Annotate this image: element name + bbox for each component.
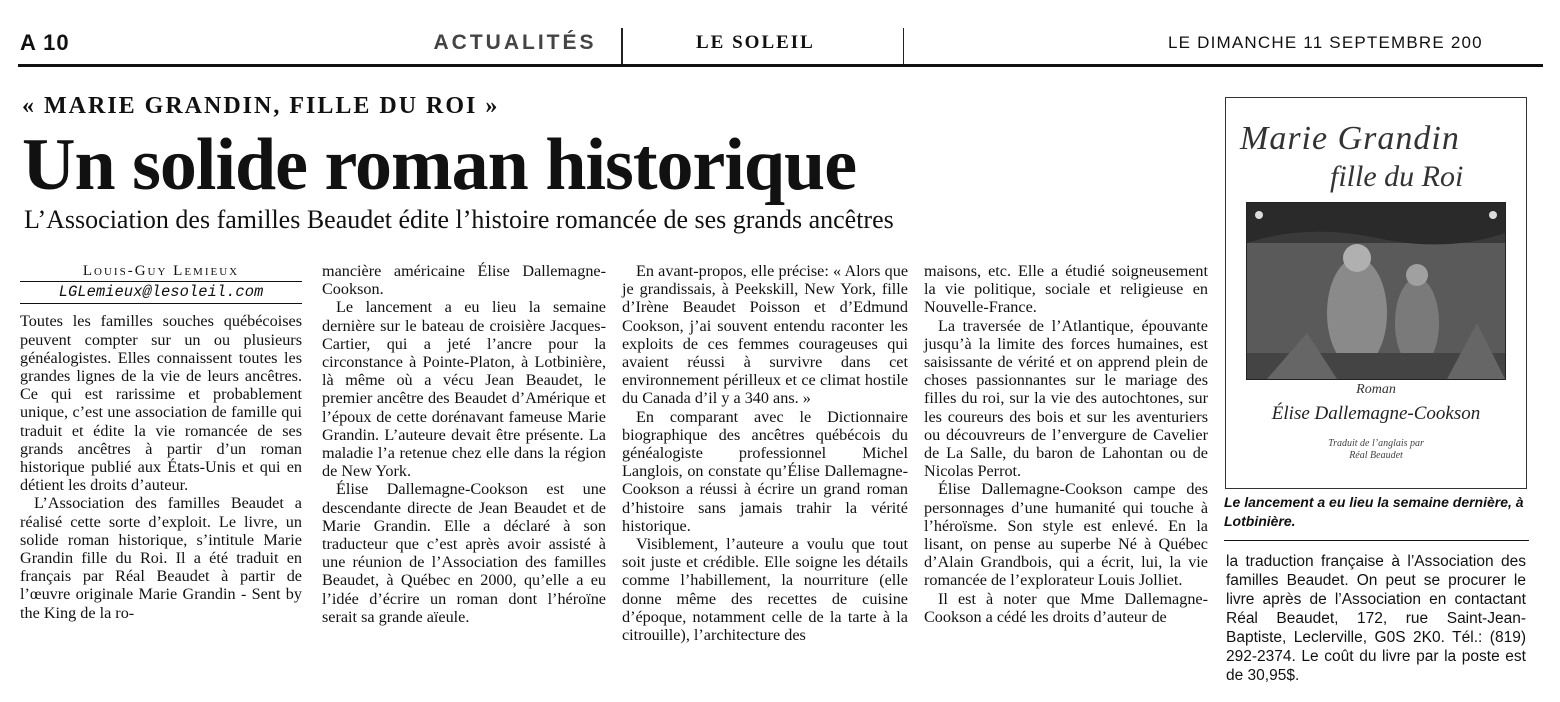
article-column-1 bbox=[20, 262, 302, 622]
article-column-4 bbox=[924, 262, 1208, 626]
byline-rule bbox=[20, 303, 302, 304]
cover-translator-line: Traduit de l’anglais par bbox=[1328, 438, 1424, 449]
article-headline: Un solide roman historique bbox=[22, 124, 857, 206]
paragraph: Élise Dallemagne-Cookson campe des personnages d’une humanité qui touche à l’héroïsme. Son style est enlevé. En la lisant, on pense au superbe Né à Québec d’Alain Grandbois, qui a écrit, lui, la vie romancée de l’explorateur Louis Jolliet. bbox=[924, 480, 1208, 590]
caption-rule bbox=[1224, 540, 1529, 541]
paragraph: La traversée de l’Atlantique, épouvante jusqu’à la limite des forces humaines, est saisissante de vérité et on apprend plein de choses passionnantes sur le mariage des filles du roi, sur la vie des autochtones, sur les coureurs des bois et sur les aventuriers ou découvreurs de l’envergure de Cavelier de La Salle, du baron de Lahontan ou de Nicolas Perrot. bbox=[924, 316, 1208, 481]
paragraph: Le lancement a eu lieu la semaine dernière sur le bateau de croisière Jacques-Cartier, qui a jeté l’ancre pour la circonstance à Pointe-Platon, à Lotbinière, là même où a vécu Jean Beaudet, le premier ancêtre des Beaudet d’Amérique et l’époux de cette dorénavant fameuse Marie Grandin. L’auteure devait être présente. La maladie l’a retenue chez elle dans la région de New York. bbox=[322, 298, 606, 481]
header-rule bbox=[18, 64, 1543, 67]
byline-rule bbox=[20, 281, 302, 282]
cover-subtitle: fille du Roi bbox=[1330, 160, 1464, 193]
issue-date: LE DIMANCHE 11 SEPTEMBRE 200 bbox=[1168, 33, 1483, 52]
article-column-5 bbox=[1226, 552, 1526, 685]
page-number: A 10 bbox=[20, 30, 70, 55]
page-header bbox=[0, 0, 1560, 70]
paragraph: L’Association des familles Beaudet a réalisé cette sorte d’exploit. Le livre, un solide roman historique, s’intitule Marie Grandin fille du Roi. Il a été traduit en français par Réal Beaudet à partir de l’œuvre originale Marie Grandin - Sent by the King de la ro- bbox=[20, 494, 302, 622]
article-column-2 bbox=[322, 262, 606, 626]
newspaper-name: LE SOLEIL bbox=[696, 32, 815, 53]
cover-author: Élise Dallemagne-Cookson bbox=[1271, 403, 1481, 424]
paragraph: mancière américaine Élise Dallemagne-Cookson. bbox=[322, 262, 606, 299]
paragraph: En comparant avec le Dictionnaire biographique des ancêtres québécois du généalogiste professionnel Michel Langlois, on constate qu’Élise Dallemagne-Cookson a réussi à écrire un grand roman d’histoire sans jamais trahir la vérité historique. bbox=[622, 407, 908, 535]
byline-email: LGLemieux@lesoleil.com bbox=[58, 283, 264, 302]
paragraph: Il est à noter que Mme Dallemagne-Cookson a cédé les droits d’auteur de bbox=[924, 589, 1208, 626]
paragraph: Visiblement, l’auteure a voulu que tout soit juste et crédible. Elle soigne les détails comme l’habillement, la nourriture (elle donne même des recettes de cuisine d’époque, notamment celle de la tarte à la citrouille), l’architecture des bbox=[622, 535, 908, 645]
cover-title: Marie Grandin bbox=[1240, 120, 1460, 157]
paragraph: En avant-propos, elle précise: « Alors que je grandissais, à Peekskill, New York, fille d’Irène Beaudet Poisson et d’Edmund Cookson, j’ai souvent entendu raconter les exploits de ces femmes courageuses qui avaient réussi à survivre dans cet environnement périlleux et ce climat hostile du Canada d’il y a 340 ans. » bbox=[622, 262, 908, 408]
article-kicker: « MARIE GRANDIN, FILLE DU ROI » bbox=[22, 93, 500, 119]
cover-translator-name: Réal Beaudet bbox=[1349, 450, 1403, 461]
article-column-3 bbox=[622, 262, 908, 644]
paragraph: la traduction française à l’Association des familles Beaudet. On peut se procurer le livre après de l’Association en contactant Réal Beaudet, 172, rue Saint-Jean-Baptiste, Leclerville, G0S 2K0. Tél.: (819) 292-2374. Le coût du livre par la poste est de 30,95$. bbox=[1226, 553, 1526, 684]
paragraph: Toutes les familles souches québécoises peuvent compter sur un ou plusieurs généalogistes. Elles connaissent toutes les grandes lignes de la vie de leurs ancêtres. Ce qui est rarissime et probablement unique, c’est une association de famille qui traduit et édite la vie romancée de ses grands ancêtres à partir d’un roman historique publié aux États-Unis et qui en détient les droits d’auteur. bbox=[20, 312, 302, 495]
book-cover-photo bbox=[1225, 97, 1527, 489]
header-divider bbox=[903, 28, 904, 64]
paragraph: Élise Dallemagne-Cookson est une descendante directe de Jean Beaudet et de Marie Grandin. Elle a déclaré à son traducteur que c’est après avoir assisté à une réunion de l’Association des familles Beaudet, à Québec en 2000, qu’elle a eu l’idée d’écrire un roman dont l’héroïne serait sa grande aïeule. bbox=[322, 480, 606, 626]
article-deck: L’Association des familles Beaudet édite l’histoire romancée de ses grands ancêtres bbox=[24, 205, 894, 234]
cover-translator bbox=[1226, 438, 1526, 462]
section-name: ACTUALITÉS bbox=[433, 31, 597, 54]
paragraph: maisons, etc. Elle a étudié soigneusement la vie politique, sociale et religieuse en Nouvelle-France. bbox=[924, 262, 1208, 317]
cover-illustration-drawing bbox=[1247, 203, 1505, 379]
byline-author: Louis-Guy Lemieux bbox=[82, 263, 240, 279]
cover-illustration bbox=[1246, 202, 1506, 380]
header-divider bbox=[621, 28, 623, 64]
photo-caption: Le lancement a eu lieu la semaine dernière, à Lotbinière. bbox=[1224, 494, 1524, 529]
cover-genre: Roman bbox=[1356, 382, 1396, 397]
